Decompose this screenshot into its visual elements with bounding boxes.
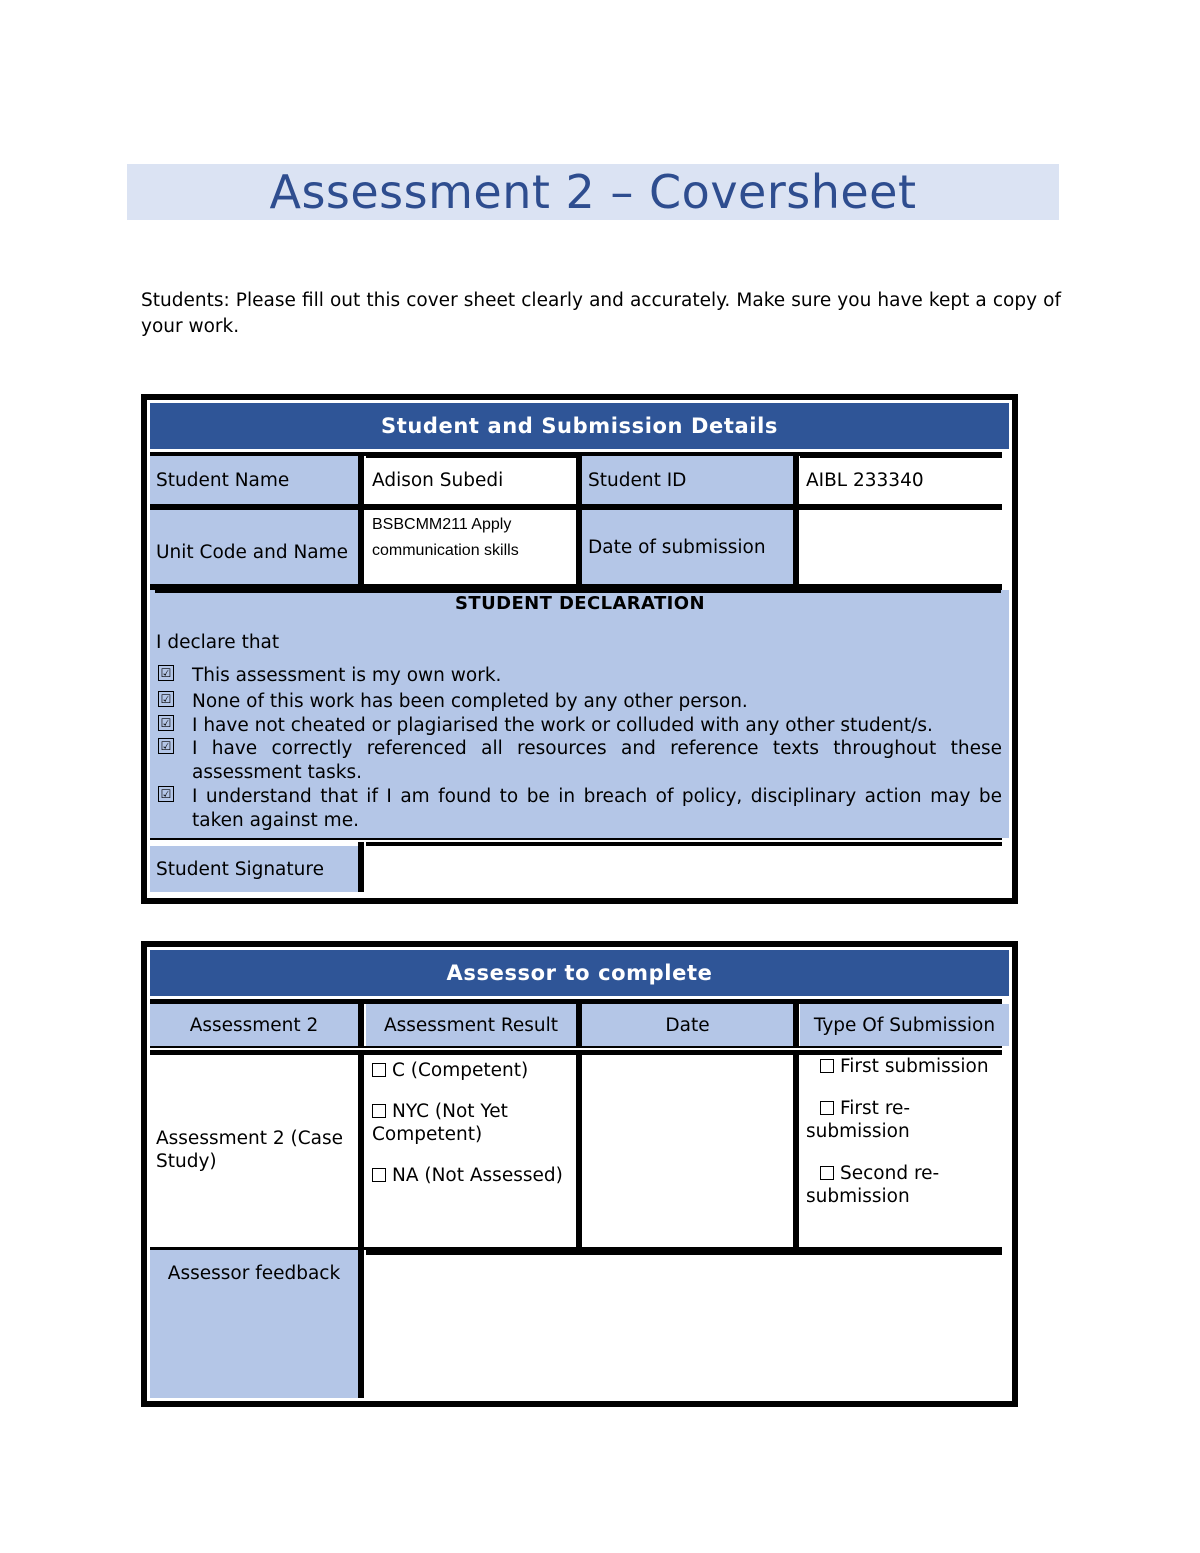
page-title: Assessment 2 – Coversheet — [269, 165, 917, 219]
declaration-title: STUDENT DECLARATION — [455, 593, 705, 614]
checkbox-icon[interactable] — [372, 1104, 386, 1118]
assessment-name-cell: Assessment 2 (Case Study) — [150, 1055, 358, 1247]
date-of-submission-value[interactable] — [800, 512, 1005, 582]
declaration-item: ☑ I understand that if I am found to be in breach of policy, disciplinary action may be taken against me. — [156, 785, 1002, 832]
checkbox-icon[interactable] — [372, 1168, 386, 1182]
declaration-item: ☑ This assessment is my own work. — [156, 664, 1002, 688]
student-id-value[interactable]: AIBL 233340 — [800, 458, 1002, 502]
checked-box-icon: ☑ — [158, 715, 174, 731]
assessment-result-cell — [366, 1055, 576, 1247]
intro-text: Students: Please fill out this cover sheet clearly and accurately. Make sure you have kept a copy of your work. — [141, 290, 1061, 337]
result-option-competent[interactable]: C (Competent) — [372, 1059, 570, 1082]
checked-box-icon: ☑ — [158, 691, 174, 707]
checkbox-icon[interactable] — [372, 1063, 386, 1077]
assessor-feedback-field[interactable] — [368, 1257, 1009, 1398]
declaration-intro: I declare that — [156, 632, 280, 653]
type-option-first-resubmission[interactable]: First re-submission — [806, 1098, 911, 1142]
student-id-label: Student ID — [582, 456, 793, 504]
checkbox-icon[interactable] — [820, 1101, 834, 1115]
checked-box-icon: ☑ — [158, 786, 174, 802]
col-assessment-header: Assessment 2 — [150, 1004, 358, 1046]
submission-table-header: Student and Submission Details — [150, 403, 1009, 449]
declaration-item: ☑ None of this work has been completed by any other person. — [156, 690, 1002, 714]
checkbox-icon[interactable] — [820, 1166, 834, 1180]
student-signature-field[interactable] — [368, 848, 1005, 892]
student-signature-label: Student Signature — [150, 846, 358, 892]
type-option-second-resubmission[interactable]: Second re-submission — [806, 1163, 940, 1207]
checkbox-icon[interactable] — [820, 1059, 834, 1073]
assessor-table-header: Assessor to complete — [150, 950, 1009, 996]
result-option-not-assessed[interactable]: NA (Not Assessed) — [372, 1164, 570, 1187]
checked-box-icon: ☑ — [158, 738, 174, 754]
col-type-header: Type Of Submission — [800, 1004, 1009, 1046]
unit-value[interactable]: BSBCMM211 Apply communication skills — [366, 512, 576, 582]
student-name-value[interactable]: Adison Subedi — [366, 458, 576, 502]
declaration-item: ☑ I have correctly referenced all resources and reference texts throughout these assessment tasks. — [156, 737, 1002, 784]
student-name-label: Student Name — [150, 456, 358, 504]
result-option-not-yet-competent[interactable]: NYC (Not Yet Competent) — [372, 1101, 508, 1145]
date-of-submission-label: Date of submission — [582, 510, 793, 584]
type-option-first[interactable]: First submission — [806, 1055, 1003, 1078]
assessor-feedback-label: Assessor feedback — [150, 1250, 358, 1398]
assessment-date-cell[interactable] — [582, 1055, 793, 1247]
col-result-header: Assessment Result — [366, 1004, 576, 1046]
unit-label: Unit Code and Name — [150, 510, 358, 584]
col-date-header: Date — [582, 1004, 793, 1046]
submission-type-cell — [800, 1055, 1009, 1247]
declaration-item: ☑ I have not cheated or plagiarised the work or colluded with any other student/s. — [156, 714, 1002, 738]
checked-box-icon: ☑ — [158, 665, 174, 681]
